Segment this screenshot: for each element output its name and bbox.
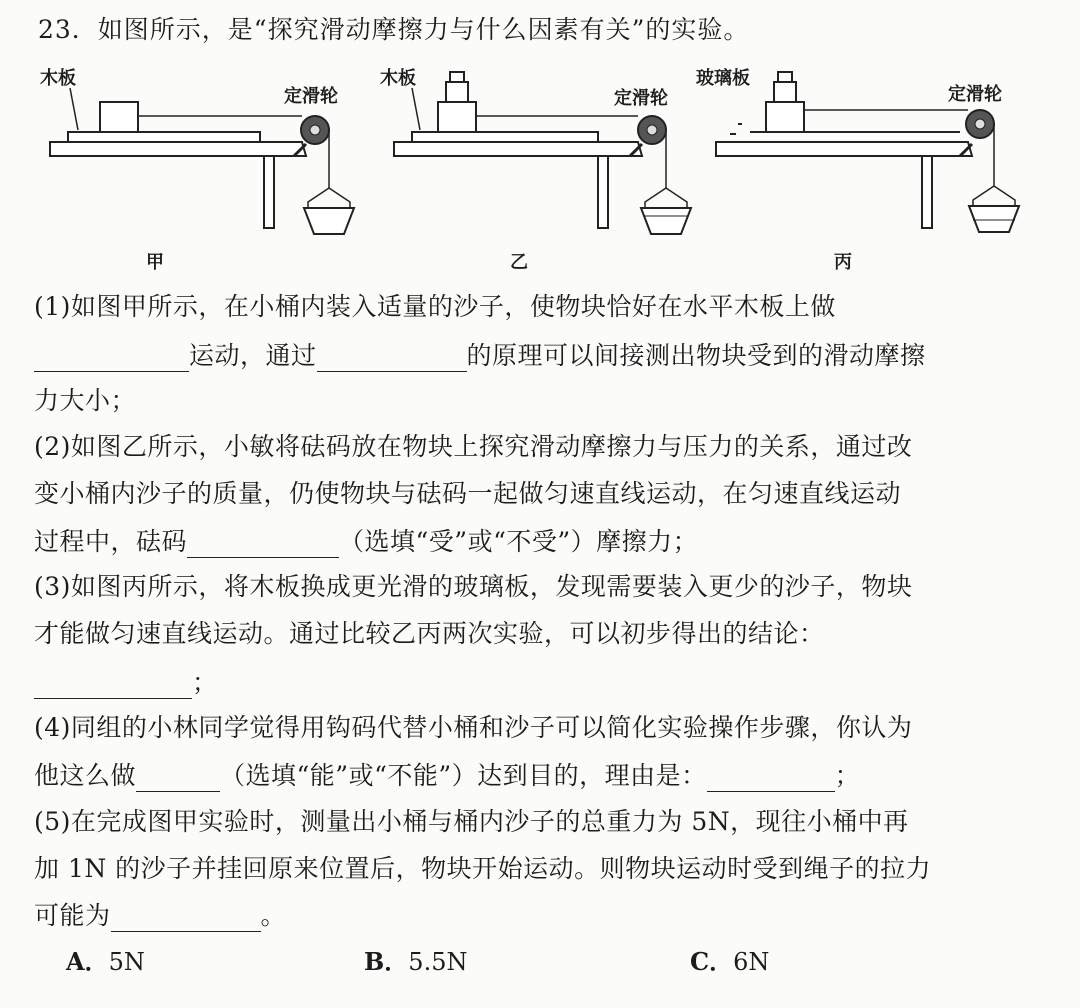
answer-blank[interactable]	[34, 345, 189, 372]
question-title: 23．如图所示，是“探究滑动摩擦力与什么因素有关”的实验。	[38, 15, 750, 44]
answer-blank[interactable]	[317, 345, 467, 372]
option-c[interactable]	[690, 942, 769, 977]
text: ；	[192, 668, 218, 697]
option-key: A．	[66, 947, 109, 976]
option-text: 6N	[733, 948, 770, 976]
answer-blank[interactable]	[136, 765, 220, 792]
text: 加 1N 的沙子并挂回原来位置后，物块开始运动。则物块运动时受到绳子的拉力	[34, 854, 932, 883]
pulley-label: 定滑轮	[284, 86, 338, 107]
option-text: 5.5N	[408, 948, 468, 976]
text-line	[34, 802, 909, 838]
option-a[interactable]	[66, 942, 145, 977]
figure-caption: 乙	[510, 252, 528, 273]
answer-blank[interactable]	[111, 905, 261, 932]
text: 才能做匀速直线运动。通过比较乙丙两次实验，可以初步得出的结论：	[34, 619, 825, 648]
text: (1)如图甲所示，在小桶内装入适量的沙子，使物块恰好在水平木板上做	[34, 292, 836, 321]
text: (2)如图乙所示，小敏将砝码放在物块上探究滑动摩擦力与压力的关系，通过改	[34, 432, 913, 461]
text: 运动，通过	[189, 341, 317, 370]
answer-blank[interactable]	[34, 672, 192, 699]
text: 。	[260, 901, 287, 930]
option-key: C．	[690, 947, 734, 976]
answer-blank[interactable]	[707, 765, 835, 792]
figure-caption: 丙	[834, 252, 852, 273]
figure-jia	[40, 58, 370, 278]
text-line	[34, 756, 860, 792]
text: 他这么做	[34, 761, 137, 790]
text: 可能为	[34, 901, 111, 930]
option-b[interactable]	[364, 942, 467, 977]
text: (5)在完成图甲实验时，测量出小桶与桶内沙子的总重力为 5N，现往小桶中再	[34, 807, 909, 836]
text: （选填“能”或“不能”）达到目的，理由是：	[220, 761, 707, 790]
pulley-label: 定滑轮	[614, 88, 668, 109]
pulley-label: 定滑轮	[948, 84, 1002, 105]
figure-bing	[696, 58, 1040, 278]
text-line	[34, 522, 698, 558]
text: 过程中，砝码	[34, 527, 188, 556]
text: (3)如图丙所示，将木板换成更光滑的玻璃板，发现需要装入更少的沙子，物块	[34, 572, 913, 601]
text-line	[34, 567, 912, 603]
text-line	[34, 474, 901, 510]
text: ；	[834, 761, 861, 790]
figure-yi	[380, 58, 710, 278]
text-line	[34, 708, 912, 744]
option-text: 5N	[108, 948, 145, 976]
text-line	[34, 336, 926, 372]
text-line	[34, 427, 912, 463]
figure-caption: 甲	[146, 252, 164, 273]
text: 力大小；	[34, 386, 137, 415]
text: 的原理可以间接测出物块受到的滑动摩擦	[466, 341, 926, 370]
text-line	[34, 896, 286, 932]
text: 变小桶内沙子的质量，仍使物块与砝码一起做匀速直线运动，在匀速直线运动	[34, 479, 902, 508]
text-line	[34, 287, 836, 323]
board-label: 玻璃板	[696, 68, 750, 89]
option-key: B．	[364, 947, 409, 976]
text-line	[34, 614, 825, 650]
board-label: 木板	[380, 68, 416, 89]
text: (4)同组的小林同学觉得用钩码代替小桶和沙子可以简化实验操作步骤，你认为	[34, 713, 913, 742]
text: （选填“受”或“不受”）摩擦力；	[339, 527, 699, 556]
text-line	[34, 849, 931, 885]
text-line	[34, 381, 136, 417]
board-label: 木板	[40, 68, 76, 89]
answer-blank[interactable]	[187, 531, 339, 558]
text-line	[34, 663, 218, 699]
